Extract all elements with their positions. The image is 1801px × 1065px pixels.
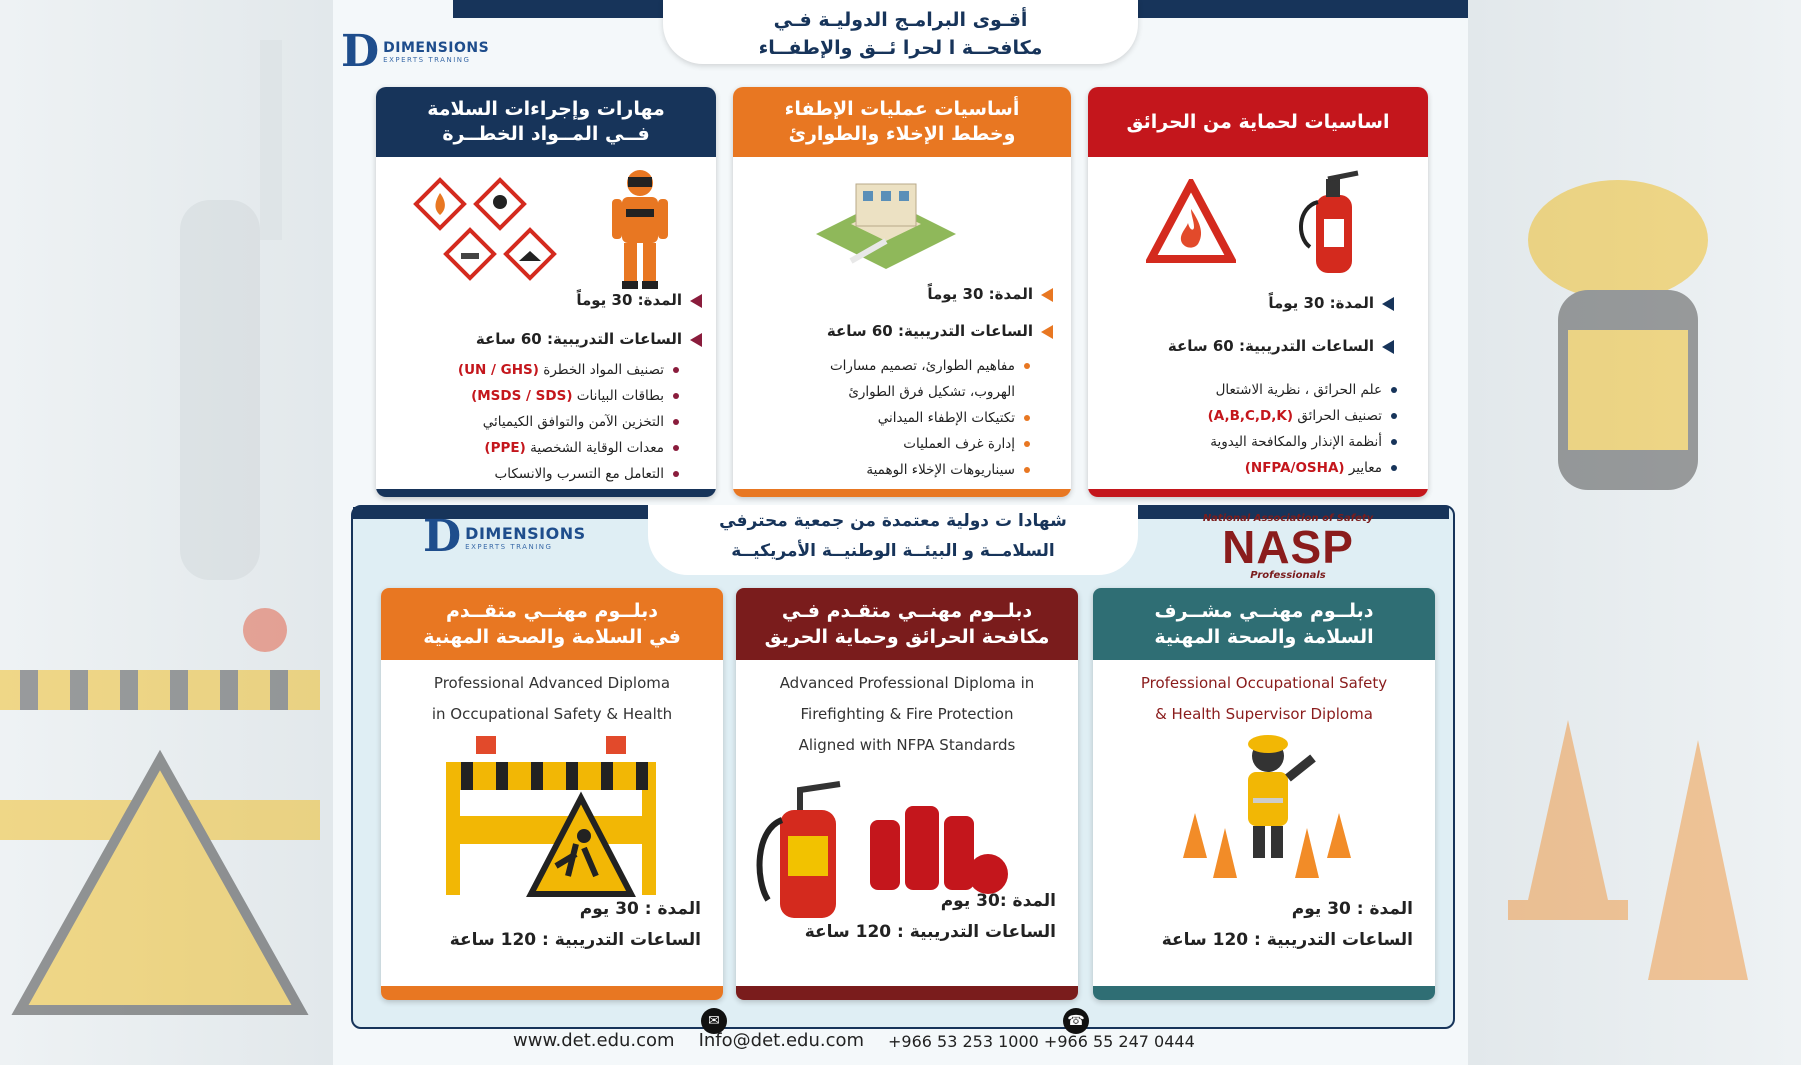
logo-mark: D bbox=[423, 511, 462, 562]
list-item: معايير (NFPA/OSHA) bbox=[1208, 455, 1400, 481]
certification-title-plate bbox=[648, 505, 1138, 575]
list-item: أنظمة الإنذار والمكافحة اليدوية bbox=[1208, 429, 1400, 455]
certification-title-line1: شهادا ت دولية معتمدة من جمعية محترفي bbox=[719, 511, 1067, 531]
logo-name: DIMENSIONS bbox=[383, 40, 490, 56]
diploma-duration: المدة : 30 يوم bbox=[1291, 899, 1413, 919]
diploma-footer-bar bbox=[1093, 986, 1435, 1000]
card-bottom-bar bbox=[733, 489, 1071, 497]
logo-sub: EXPERTS TRANING bbox=[383, 56, 471, 64]
list-item: الهروب، تشكيل فرق الطوارئ bbox=[848, 384, 1015, 400]
course-duration: المدة: 30 يوماً bbox=[1268, 294, 1394, 312]
triangle-icon bbox=[1382, 340, 1394, 354]
header-title-line2: مكافحــة ا لحرا ئــق والإطفــاء bbox=[758, 37, 1043, 59]
diploma-hours: الساعات التدريبية : 120 ساعة bbox=[1161, 930, 1413, 950]
diploma-duration: المدة :30 يوم bbox=[940, 891, 1056, 911]
course-title-line2: وخطط الإخلاء والطوارئ bbox=[788, 123, 1016, 145]
nasp-top-text: National Association of Safety bbox=[1202, 513, 1374, 524]
list-item: تصنيف الحرائق (A,B,C,D,K) bbox=[1208, 403, 1400, 429]
list-item: إدارة غرف العمليات bbox=[830, 431, 1033, 457]
list-item: تكتيكات الإطفاء الميداني bbox=[830, 405, 1033, 431]
diploma-hours: الساعات التدريبية : 120 ساعة bbox=[804, 922, 1056, 942]
list-item: تصنيف المواد الخطرة (UN / GHS) bbox=[458, 357, 682, 383]
course-title-line1: مهارات وإجراءات السلامة bbox=[427, 98, 665, 120]
diploma-header: دبلــوم مهنــي متقـدم فـي مكافحة الحرائق وحماية الحريق bbox=[736, 588, 1078, 660]
triangle-icon bbox=[690, 333, 702, 347]
course-card-header bbox=[1088, 87, 1428, 157]
list-item: معدات الوقاية الشخصية (PPE) bbox=[458, 435, 682, 461]
course-hours: الساعات التدريبية: 60 ساعة bbox=[1168, 337, 1394, 355]
phone-numbers: +966 53 253 1000 +966 55 247 0444 bbox=[888, 1032, 1195, 1051]
diploma-header: دبلــوم مهنــي متقــدم في السلامة والصحة المهنية bbox=[381, 588, 723, 660]
roller-brush-icon bbox=[160, 40, 320, 600]
background-left bbox=[0, 0, 333, 1065]
header-title-plate bbox=[663, 0, 1138, 64]
course-bullets bbox=[1208, 377, 1400, 481]
course-title-line2: فــي المــواد الخطــرة bbox=[442, 123, 650, 145]
course-card-header bbox=[376, 87, 716, 157]
course-card-firefighting-ops bbox=[733, 87, 1071, 497]
hazmat-suit-worker-icon bbox=[608, 167, 672, 291]
email-link[interactable]: Info@det.edu.com bbox=[698, 1030, 865, 1051]
email-icon: ✉ bbox=[701, 1008, 727, 1034]
course-title: اساسيات لحماية من الحرائق bbox=[1126, 110, 1390, 133]
certification-title-line2: السلامــة و البيئــة الوطنيــة الأمريكيــة bbox=[731, 541, 1055, 561]
brand-logo bbox=[341, 26, 490, 77]
diploma-footer-bar bbox=[736, 986, 1078, 1000]
course-duration: المدة: 30 يوماً bbox=[927, 285, 1053, 303]
infographic-poster bbox=[333, 0, 1468, 1065]
fire-extinguisher-icon bbox=[1288, 167, 1368, 277]
diploma-duration: المدة : 30 يوم bbox=[579, 899, 701, 919]
diploma-card-ohs bbox=[381, 588, 723, 1000]
logo-sub: EXPERTS TRANING bbox=[465, 542, 553, 551]
diploma-meta bbox=[1162, 894, 1413, 956]
course-hours: الساعات التدريبية: 60 ساعة bbox=[827, 322, 1053, 340]
course-bullets bbox=[830, 353, 1033, 483]
course-duration: المدة: 30 يوماً bbox=[576, 291, 702, 309]
diploma-footer-bar bbox=[381, 986, 723, 1000]
list-item: مفاهيم الطوارئ، تصميم مسارات bbox=[830, 353, 1033, 379]
header-title-line1: أقـوى البرامـج الدوليـة فـي bbox=[773, 9, 1028, 31]
triangle-icon bbox=[1041, 325, 1053, 339]
diploma-hours: الساعات التدريبية : 120 ساعة bbox=[449, 930, 701, 950]
course-card-header bbox=[733, 87, 1071, 157]
list-item: التخزين الآمن والتوافق الكيميائي bbox=[458, 409, 682, 435]
brand-logo-secondary bbox=[423, 511, 586, 562]
course-hours: الساعات التدريبية: 60 ساعة bbox=[476, 330, 702, 348]
phone-icon: ☎ bbox=[1063, 1008, 1089, 1034]
logo-name: DIMENSIONS bbox=[465, 523, 586, 543]
background-right bbox=[1468, 0, 1801, 1065]
header-stripe-left bbox=[453, 0, 663, 18]
list-item: بطاقات البيانات (MSDS / SDS) bbox=[458, 383, 682, 409]
diploma-card-supervisor bbox=[1093, 588, 1435, 1000]
website-link[interactable]: www.det.edu.com bbox=[513, 1030, 675, 1051]
traffic-cones-icon bbox=[1468, 600, 1798, 1020]
diploma-meta bbox=[805, 886, 1056, 948]
course-card-hazmat bbox=[376, 87, 716, 497]
course-title-line1: أساسيات عمليات الإطفاء bbox=[784, 98, 1020, 120]
diploma-english-title: Advanced Professional Diploma in Firefighting & Fire Protection Aligned with NFPA Standards bbox=[779, 674, 1035, 754]
hazard-symbols-icon bbox=[411, 175, 561, 285]
card-bottom-bar bbox=[1088, 489, 1428, 497]
nasp-bottom-text: Professionals bbox=[1250, 570, 1326, 581]
safety-worker-cones-icon bbox=[1173, 728, 1363, 888]
list-item: سيناريوهات الإخلاء الوهمية bbox=[830, 457, 1033, 483]
nasp-mark: NASP bbox=[1222, 521, 1354, 573]
safety-worker-icon bbox=[1468, 150, 1798, 650]
road-work-barrier-icon bbox=[436, 736, 666, 900]
diploma-meta bbox=[450, 894, 701, 956]
building-evacuation-icon bbox=[811, 169, 961, 279]
diploma-card-firefighting bbox=[736, 588, 1078, 1000]
diploma-header: دبلــوم مهنــي مشــرف السلامة والصحة المهنية bbox=[1093, 588, 1435, 660]
contact-footer bbox=[513, 1030, 1195, 1051]
triangle-icon bbox=[690, 294, 702, 308]
list-item: التعامل مع التسرب والانسكاب bbox=[458, 461, 682, 487]
triangle-icon bbox=[1382, 297, 1394, 311]
header-stripe-right bbox=[1138, 0, 1468, 18]
card-bottom-bar bbox=[376, 489, 716, 497]
nasp-logo bbox=[1183, 513, 1393, 581]
triangle-icon bbox=[1041, 288, 1053, 302]
course-bullets bbox=[458, 357, 682, 487]
course-card-fire-basics bbox=[1088, 87, 1428, 497]
list-item: علم الحرائق ، نظرية الاشتعال bbox=[1208, 377, 1400, 403]
logo-mark: D bbox=[341, 26, 380, 77]
diploma-english-title: Professional Occupational Safety & Health Supervisor Diploma bbox=[1140, 674, 1388, 723]
diploma-english-title: Professional Advanced Diploma in Occupational Safety & Health bbox=[431, 674, 673, 723]
construction-barrier-icon bbox=[0, 600, 330, 1020]
fire-warning-icon bbox=[1146, 179, 1236, 269]
